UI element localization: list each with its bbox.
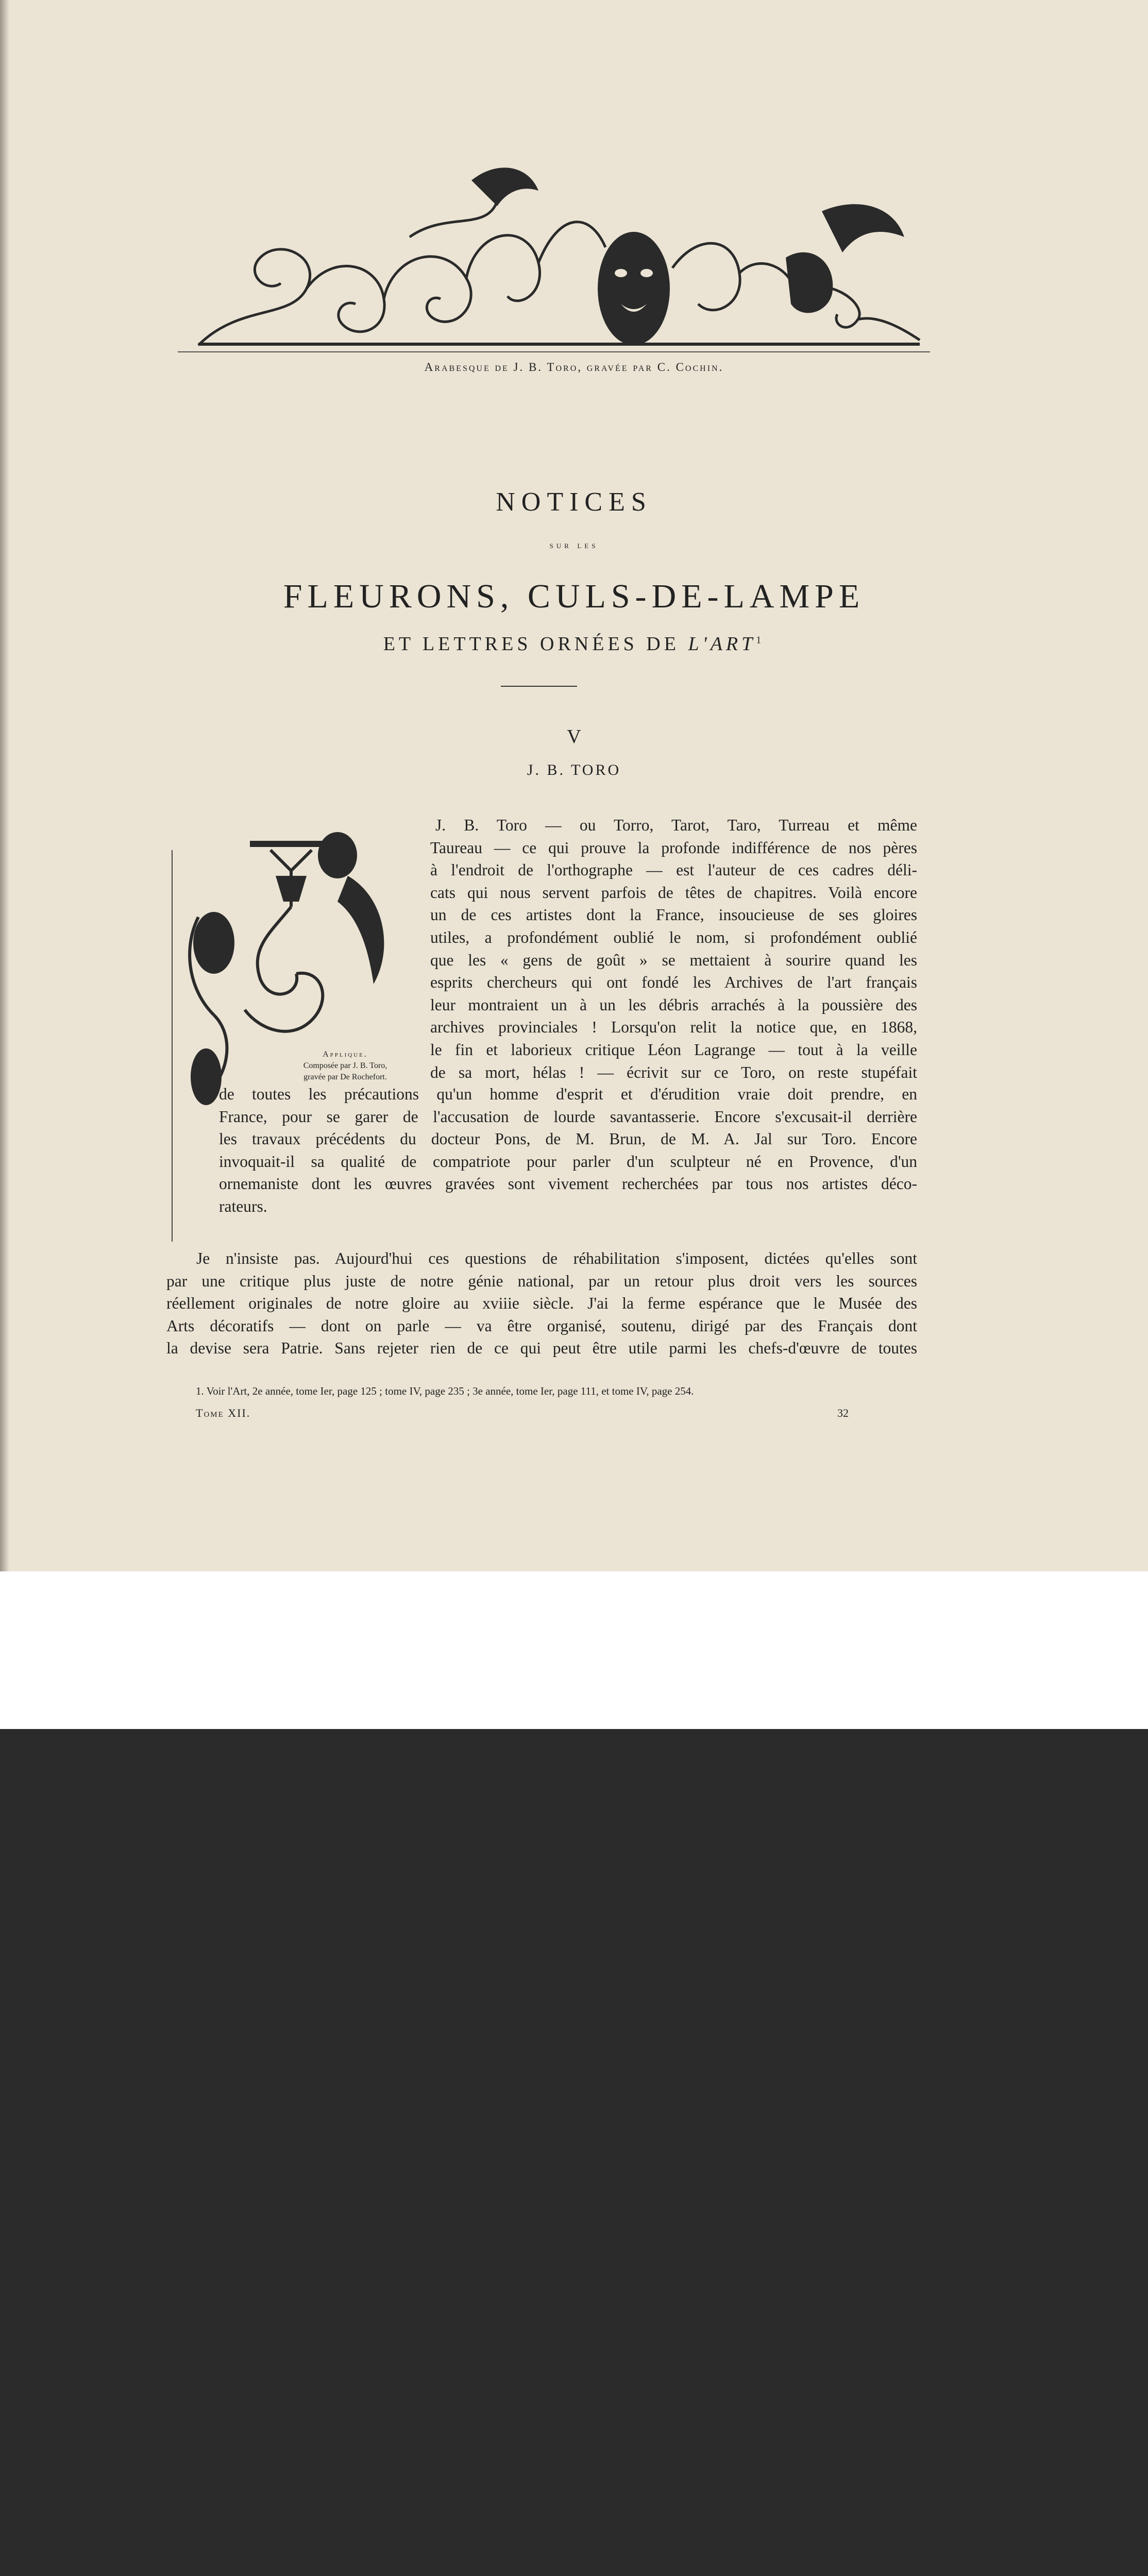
text-line: Taureau — ce qui prouve la profonde indifférence de nos pères <box>430 838 917 857</box>
text-line: leur montraient un à un les débris arrachés à la poussière des <box>430 995 917 1014</box>
text-line: invoquait-il sa qualité de compatriote pour parler d'un sculpteur né en Provence, d'un <box>219 1152 917 1171</box>
text-line: un de ces artistes dont la France, insoucieuse de ses gloires <box>430 906 917 924</box>
illustration-caption-line1: Composée par J. B. Toro, <box>303 1061 387 1070</box>
body-paragraph-full <box>166 1247 917 1360</box>
section-subtitle-connector: sur les <box>549 540 599 550</box>
illustration-caption-line2: gravée par De Rochefort. <box>303 1073 387 1081</box>
arabesque-headpiece-illustration <box>178 149 930 351</box>
text-line: J. B. Toro — ou Torro, Tarot, Taro, Turreau et même <box>435 816 917 834</box>
text-line: Je n'insiste pas. Aujourd'hui ces questions de réhabilitation s'imposent, dictées qu'elles sont <box>196 1249 917 1267</box>
text-line: que les « gens de goût » se mettaient à sourire quand les <box>430 951 917 969</box>
text-line: de toutes les précautions qu'un homme d'esprit et d'érudition vraie doit prendre, en <box>219 1085 917 1103</box>
subtitle-italic: L'ART <box>688 633 756 655</box>
text-line: esprits chercheurs qui ont fondé les Archives de l'art français <box>430 973 917 992</box>
text-line: utiles, a profondément oublié le nom, si profondément oublié <box>430 928 917 946</box>
illustration-caption <box>281 1049 410 1083</box>
chapter-author: J. B. TORO <box>527 761 621 778</box>
text-line: la devise sera Patrie. Sans rejeter rien de ce qui peut être utile parmi les chefs-d'œuvre de toutes <box>166 1339 917 1358</box>
text-line: ornemaniste dont les œuvres gravées sont vivement recherchées par tous nos artistes déco- <box>219 1175 917 1193</box>
section-title: NOTICES <box>496 487 652 517</box>
text-line: par une critique plus juste de notre génie national, par un retour plus droit vers les sources <box>166 1272 917 1290</box>
digitization-footer <box>0 1571 1148 1729</box>
main-title: FLEURONS, CULS-DE-LAMPE <box>283 578 865 615</box>
text-line: le fin et laborieux critique Léon Lagrange — tout à la veille <box>430 1040 917 1059</box>
subtitle-text: ET LETTRES ORNÉES DE <box>383 633 688 655</box>
chapter-number: V <box>567 726 581 748</box>
text-line: France, pour se garer de l'accusation de lourde savantasserie. Encore s'excusait-il derrière <box>219 1107 917 1126</box>
text-line: de sa mort, hélas ! — écrivit sur ce Toro, on reste stupéfait <box>430 1063 917 1081</box>
subtitle-footnote-mark: 1 <box>756 634 765 646</box>
headpiece-caption: Arabesque de J. B. Toro, gravée par C. Cochin. <box>424 361 724 374</box>
text-line: les travaux précédents du docteur Pons, de M. Brun, de M. A. Jal sur Toro. Encore <box>219 1130 917 1148</box>
title-divider <box>501 686 577 687</box>
footnote: 1. Voir l'Art, 2e année, tome Ier, page 125 ; tome IV, page 235 ; 3e année, tome Ier, page 111, et tome IV, page 254. <box>196 1385 694 1397</box>
text-line: réellement originales de notre gloire au xviiie siècle. J'ai la ferme espérance que le Musée des <box>166 1294 917 1313</box>
body-paragraph-narrow <box>430 814 917 1083</box>
text-line: rateurs. <box>219 1197 267 1215</box>
headpiece-baseline <box>178 351 930 352</box>
body-paragraph-wide <box>219 1083 917 1218</box>
page-number: 32 <box>837 1406 849 1419</box>
volume-label: Tome XII. <box>196 1406 251 1419</box>
main-subtitle <box>0 633 1148 655</box>
text-line: archives provinciales ! Lorsqu'on relit la notice que, en 1868, <box>430 1018 917 1037</box>
text-line: cats qui nous servent parfois de têtes de chapitres. Voilà encore <box>430 883 917 902</box>
illustration-caption-title: Applique. <box>323 1050 368 1059</box>
text-line: à l'endroit de l'orthographe — est l'auteur de ces cadres déli- <box>430 861 917 879</box>
text-line: Arts décoratifs — dont on parle — va être organisé, soutenu, dirigé par des Français dont <box>166 1316 917 1335</box>
page-edge-shadow <box>0 0 9 1571</box>
